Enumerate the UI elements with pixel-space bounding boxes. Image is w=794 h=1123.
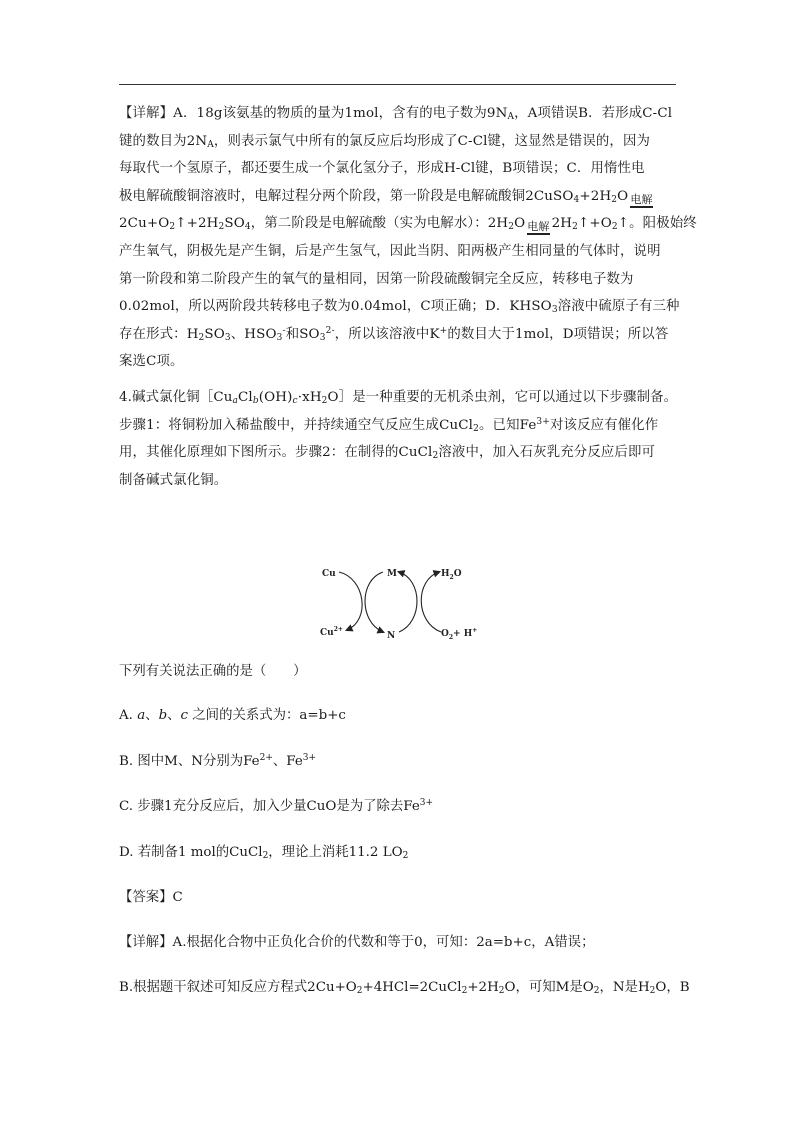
text-line: 存在形式：$H_2SO_3$、$HSO_3^-$和$SO_3^{2-}$，所以该溶液中K+的数目大于1mol，D项错误；所以答 bbox=[119, 325, 669, 343]
text-line: $2Cu+O_2↑+2H_2SO_4$，第二阶段是电解硫酸（实为电解水）：$2H_2O$ 电解 $2H_2↑+O_2↑$。阳极始终 bbox=[119, 216, 697, 234]
option-c[interactable]: C. 步骤1充分反应后，加入少量CuO是为了除去$Fe^{3+}$ bbox=[119, 798, 434, 814]
label-h2o: $H_2O$ bbox=[441, 569, 462, 581]
option-a[interactable]: A. a、b、c 之间的关系式为：a=b+c bbox=[119, 708, 346, 723]
label-o2-h: $O_2+ H^+$ bbox=[441, 627, 478, 641]
option-d[interactable]: D. 若制备1 mol的CuCl$_2$，理论上消耗11.2 $LO_2$ bbox=[119, 845, 409, 861]
catalysis-cycle-diagram bbox=[319, 560, 479, 644]
detail-paragraph-1 bbox=[119, 100, 697, 376]
answer: 【答案】C bbox=[119, 890, 183, 905]
text-line: 制备碱式氯化铜。 bbox=[119, 472, 228, 488]
text-line: 4.碱式氯化铜$[Cu_aCl_b(OH)_c\cdot xH_2O]$是一种重要的无机杀虫剂，它可以通过以下步骤制备。 bbox=[119, 389, 678, 406]
arc-m-to-n bbox=[365, 572, 383, 632]
label-n: N bbox=[387, 631, 396, 641]
option-b[interactable]: B. 图中M、N分别为$Fe^{2+}$、$Fe^{3+}$ bbox=[119, 753, 317, 769]
text-line: 产生氧气，阴极先是产生铜，后是产生氢气，因此当阴、阳两极产生相同量的气体时，说明 bbox=[119, 243, 661, 259]
arc-n-to-m bbox=[399, 572, 417, 632]
label-cu: Cu bbox=[322, 569, 336, 579]
electrolysis-condition: 电解 bbox=[630, 192, 653, 206]
text-line: 0.02mol，所以两阶段共转移电子数为0.04mol，C项正确；D．$KHSO_3$溶液中硫原子有三种 bbox=[119, 299, 680, 316]
label-cu2: $Cu^{2+}$ bbox=[320, 626, 343, 638]
text-line: 步骤1：将铜粉加入稀盐酸中，并持续通空气反应生成CuCl$_2$。已知$Fe^{3+}$对该反应有催化作 bbox=[119, 416, 659, 434]
text-line: 案选C项。 bbox=[119, 354, 184, 370]
text-line: 极电解硫酸铜溶液时，电解过程分两个阶段，第一阶段是电解硫酸铜$2CuSO_4+2H_2O$ 电解 bbox=[119, 188, 653, 206]
detail-2-line-2: B.根据题干叙述可知反应方程式$2Cu+O_2+4HCl=2CuCl_2+2H_2O$，可知M是$O_2$，N是$H_2O$，B bbox=[119, 980, 690, 996]
question-paragraph bbox=[119, 384, 677, 494]
question-prompt: 下列有关说法正确的是（ ） bbox=[119, 664, 307, 679]
text-line: 【详解】A．18g该氨基的物质的量为1mol，含有的电子数为$9N_A$，A项错误B．若形成C-Cl bbox=[119, 106, 673, 122]
text-line: 用，其催化原理如下图所示。步骤2：在制得的CuCl$_2$溶液中，加入石灰乳充分反应后即可 bbox=[119, 445, 656, 462]
text-line: 每取代一个氢原子，都还要生成一个氯化氢分子，形成H-Cl键，B项错误；C．用惰性电 bbox=[119, 161, 645, 177]
document-body bbox=[119, 100, 697, 494]
header-rule bbox=[119, 84, 676, 85]
text-line: 键的数目为$2N_A$，则表示氯气中所有的氯反应后均形成了C-Cl键，这显然是错误的，因为 bbox=[119, 133, 651, 150]
text-line: 第一阶段和第二阶段产生的氧气的量相同，因第一阶段硫酸铜完全反应，转移电子数为 bbox=[119, 271, 634, 287]
arc-o2-to-h2o bbox=[421, 572, 441, 632]
label-m: M bbox=[387, 569, 397, 579]
electrolysis-condition: 电解 bbox=[527, 220, 550, 234]
detail-2-line-1: 【详解】A.根据化合物中正负化合价的代数和等于0，可知：2a=b+c，A错误； bbox=[119, 935, 595, 950]
arc-cu-to-cu2 bbox=[339, 572, 362, 630]
